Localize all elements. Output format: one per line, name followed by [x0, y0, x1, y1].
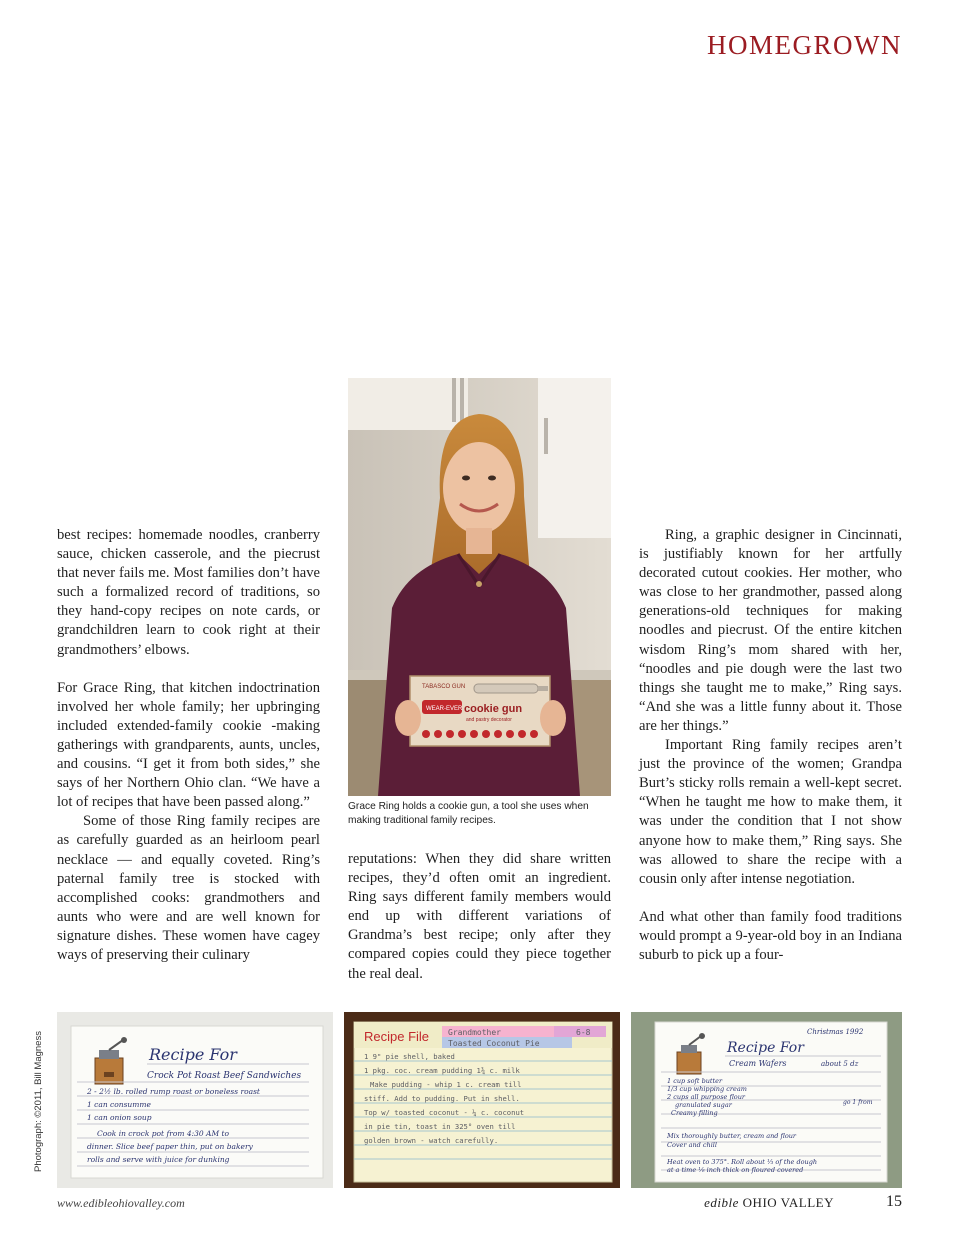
footer-mag-prefix: edible [704, 1195, 739, 1210]
paragraph: Some of those Ring family recipes are as carefully guarded as an heirloom pearl necklace — and equally coveted. Ring’s paternal family tree is stocked with accomplished cooks: grandmothers and aunts who were and are well known for signature dishes. These women have cagey ways of preserving their culinary [57, 813, 320, 963]
card-title: Cream Wafers [729, 1059, 787, 1068]
card-line: 2 - 2½ lb. rolled rump roast or boneless roast [87, 1087, 260, 1096]
card-line: Creamy filling [671, 1109, 718, 1117]
card-line: Cover and chill [667, 1141, 717, 1149]
card-note: about 5 dz [821, 1060, 859, 1068]
box-top-text: TABASCO GUN [422, 684, 466, 690]
paragraph: And what other than family food traditions would prompt a 9-year-old boy in an Indiana suburb to pick up a four- [639, 908, 902, 963]
portrait-illustration [348, 378, 611, 796]
card-line: 2 cups all purpose flour [667, 1093, 746, 1101]
card-brand: Recipe File [364, 1029, 430, 1044]
card-line: Heat oven to 375°. Roll about ⅓ of the dough [667, 1158, 818, 1166]
card-line: golden brown - watch carefully. [364, 1136, 499, 1145]
footer-url: www.edibleohiovalley.com [57, 1196, 185, 1210]
photo-credit: Photograph: ©2011, Bill Magness [33, 1031, 44, 1172]
paragraph: best recipes: homemade noodles, cranberry sauce, chicken casserole, and the piecrust that never fails me. Most families don’t have such a formalized record of traditions, so they hand-copy recipes on note cards, or grandchildren learn to cook right at their grandmothers’ elbows. [57, 527, 320, 658]
card-line: Mix thoroughly butter, cream and flour [667, 1132, 797, 1140]
photo-caption: Grace Ring holds a cookie gun, a tool she uses when making traditional family recipes. [348, 801, 589, 826]
paragraph: reputations: When they did share written recipes, they’d often omit an ingredient. Ring says different family members would end up with different variations of Grandma’s best recipe; only after they compared copies could they piece together the real deal. [348, 851, 611, 982]
card-heading: Recipe For [149, 1045, 237, 1064]
card-line: 1 pkg. coc. cream pudding 1¾ c. milk [364, 1066, 520, 1075]
box-subtitle: and pastry decorator [466, 717, 512, 723]
card-line: 1 9" pie shell, baked [364, 1052, 455, 1061]
article-column-3 [639, 526, 902, 965]
recipe-card-photo-1 [57, 1012, 333, 1188]
paragraph: Important Ring family recipes aren’t just the province of the women; Grandpa Burt’s sticky rolls remain a well-kept secret. “When he taught me how to make them, it was under the condition that I not show anyone how to make them,” Ring says. She was allowed to share the recipe with a cousin only after intense negotiation. [639, 737, 902, 887]
cookie-gun-box [410, 676, 550, 746]
card-side-note: go 1 from [843, 1099, 873, 1106]
card-title: Crock Pot Roast Beef Sandwiches [147, 1071, 302, 1081]
card-line: stiff. Add to pudding. Put in shell. [364, 1094, 520, 1103]
card-line: dinner. Slice beef paper thin, put on bakery [87, 1142, 253, 1151]
card-from: Grandmother [448, 1028, 501, 1037]
card-number: 6-8 [576, 1028, 591, 1037]
card-line: Make pudding - whip 1 c. cream till [370, 1080, 522, 1089]
card-date: Christmas 1992 [807, 1028, 864, 1036]
card-heading: Recipe For [727, 1040, 804, 1056]
card-title: Toasted Coconut Pie [448, 1039, 540, 1048]
card-line: in pie tin, toast in 325° oven till [364, 1122, 516, 1131]
portrait-photo [348, 378, 611, 796]
recipe-card-photo-3 [631, 1012, 902, 1188]
paragraph: Ring, a graphic designer in Cincinnati, is justifiably known for her artfully decorated cutout cookies. Her mother, who was close to her grandmother, passed along generations-old techniques for making noodles and piecrust. Of the entire kitchen wisdom Ring’s mom shared with her, “noodles and pie dough were the last two things she taught me to make,” Ring says. “And she was a little funny about it. Those are her things.” [639, 527, 902, 734]
card-line: 1 can consumme [87, 1100, 151, 1109]
box-badge: WEAR-EVER [426, 706, 463, 712]
article-column-1 [57, 526, 320, 965]
card-line: rolls and serve with juice for dunking [87, 1155, 230, 1164]
article-column-2 [348, 850, 611, 984]
card-line: 1/3 cup whipping cream [667, 1085, 747, 1093]
card-line: Cook in crock pot from 4:30 AM to [97, 1129, 230, 1138]
footer-mag-title: OHIO VALLEY [742, 1195, 834, 1210]
page-number: 15 [886, 1193, 902, 1210]
footer-magazine-name [704, 1195, 834, 1211]
recipe-card-photo-2 [344, 1012, 620, 1188]
paragraph: For Grace Ring, that kitchen indoctrination involved her whole family; her upbringing included extended-family cookie -making gatherings with grandparents, aunts, uncles, and cousins. “I get it from both sides,” she says of her Northern Ohio clan. “We have a lot of recipes that have been passed along.” [57, 679, 320, 811]
section-title: HOMEGROWN [707, 30, 902, 60]
card-line: Top w/ toasted coconut - ¼ c. coconut [364, 1108, 525, 1117]
card-line: 1 can onion soup [87, 1113, 152, 1122]
card-line: granulated sugar [675, 1101, 732, 1109]
card-line: 1 cup soft butter [667, 1077, 723, 1085]
box-title: cookie gun [464, 703, 523, 715]
card-line: at a time ⅛ inch thick on floured covered [667, 1166, 804, 1174]
